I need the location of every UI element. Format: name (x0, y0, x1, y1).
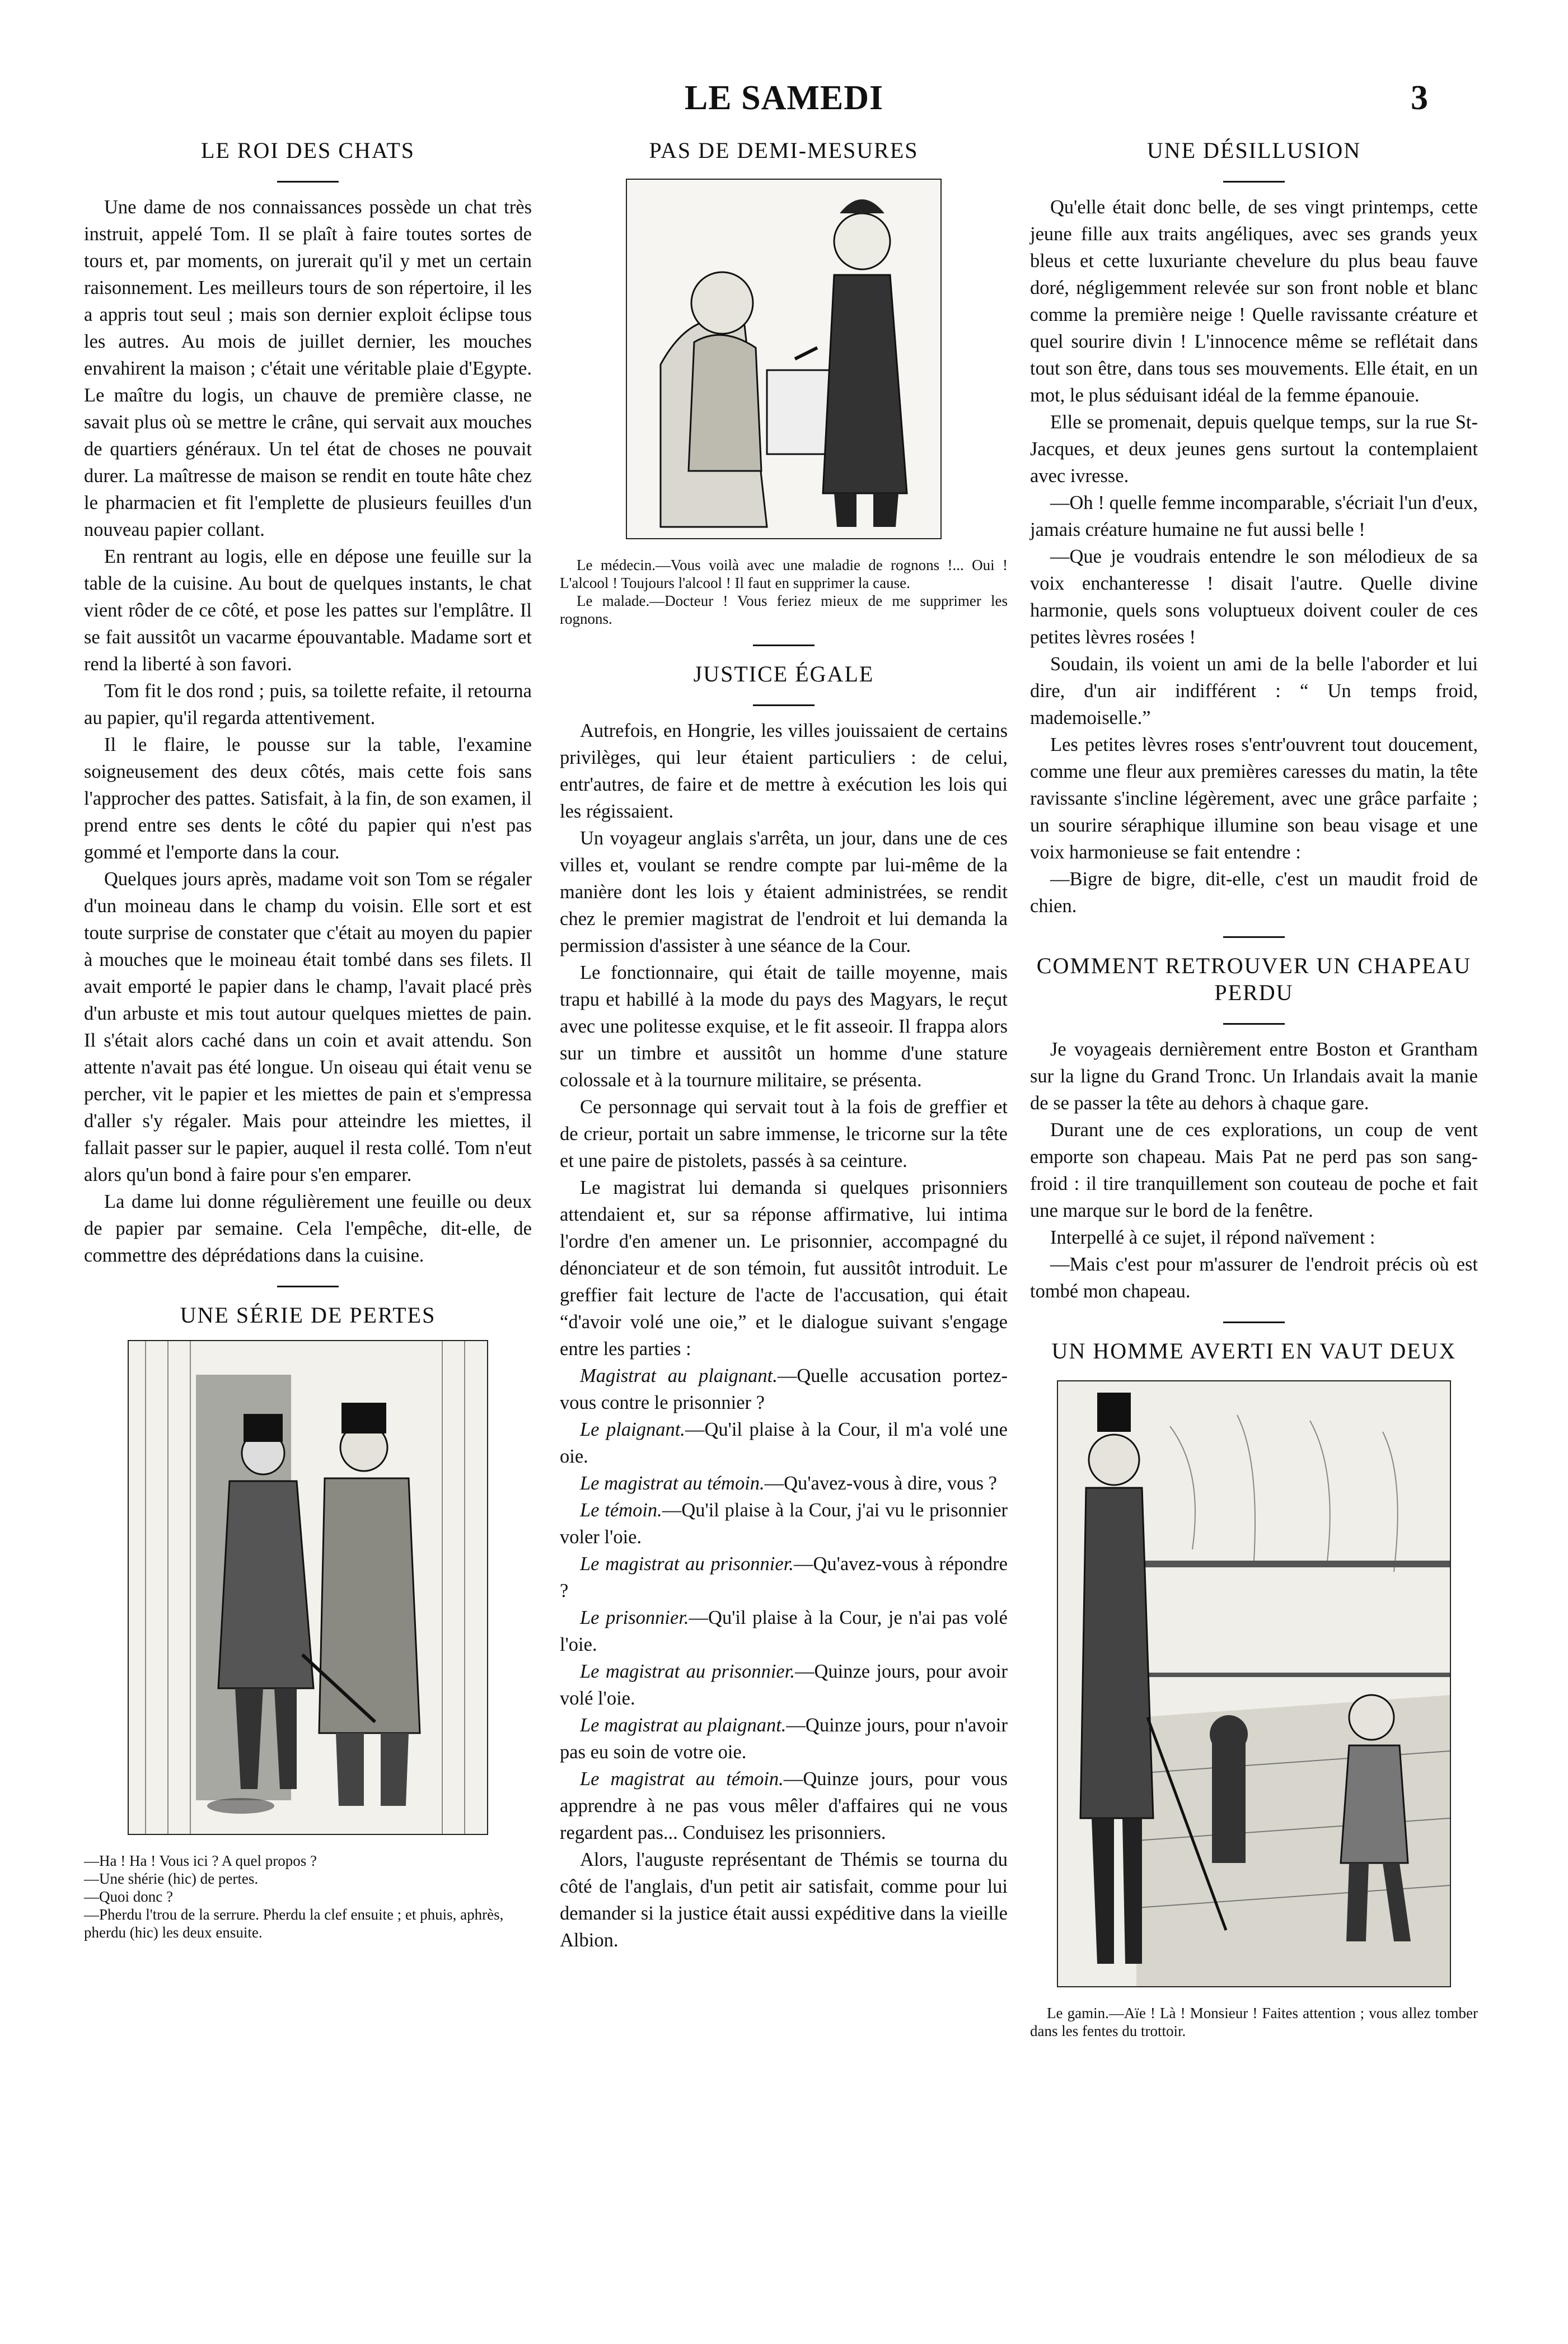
caption-line: —Ha ! Ha ! Vous ici ? A quel propos ? (84, 1852, 317, 1869)
article-title-roi-des-chats: LE ROI DES CHATS (200, 138, 415, 163)
paragraph: Durant une de ces explorations, un coup de vent emporte son chapeau. Mais Pat ne perd pas son sang-froid : il tire tranquillement son couteau de poche et fait une marque sur le bord de la fenêtre. (1030, 1119, 1478, 1221)
paragraph: Elle se promenait, depuis quelque temps, sur la rue St-Jacques, et deux jeunes gens surtout la contemplaient avec ivresse. (1030, 412, 1478, 487)
column-middle (560, 137, 1008, 1954)
paragraph: Je voyageais dernièrement entre Boston et Grantham sur la ligne du Grand Tronc. Un Irlandais avait la manie de se passer la tête au dehors à chaque gare. (1030, 1039, 1478, 1114)
dialog-line (560, 1551, 1008, 1604)
section-rule (277, 1286, 339, 1287)
paragraph: —Mais c'est pour m'assurer de l'endroit précis où est tombé mon chapeau. (1030, 1254, 1478, 1302)
article-body-chapeau-perdu (1030, 1036, 1478, 1305)
paragraph: Il le flaire, le pousse sur la table, l'examine soigneusement des deux côtés, mais cette fois sans l'approcher des pattes. Satisfait, à la fin, de son examen, il prend entre ses dents le côté du papier qui n'est pas gommé et l'emporte dans la cour. (84, 734, 532, 863)
title-rule (753, 704, 815, 706)
column-right (1030, 137, 1478, 2040)
dialog-speaker: Le plaignant. (580, 1419, 685, 1440)
paragraph: Une dame de nos connaissances possède un chat très instruit, appelé Tom. Il se plaît à faire toutes sortes de tours et, par moments, on jurerait qu'il y met un certain raisonnement. Les meilleurs tours de son répertoire, il les a appris tout seul ; mais son dernier exploit éclipse tous les autres. Au mois de juillet dernier, les mouches envahirent la maison ; c'était une véritable plaie d'Egypte. Le maître du logis, un chauve de première classe, ne savait plus où se mettre le crâne, qui servait aux mouches de quartiers généraux. Un tel état de choses ne pouvait durer. La maîtresse de maison se rendit en toute hâte chez le pharmacien et fit l'emplette de plusieurs feuilles d'un nouveau papier collant. (84, 197, 532, 540)
dialog-speaker: Le témoin. (580, 1500, 662, 1521)
dialog-speaker: Le magistrat au témoin. (580, 1768, 784, 1790)
column-left (84, 137, 532, 1941)
paragraph: Tom fit le dos rond ; puis, sa toilette refaite, il retourna au papier, qu'il regarda attentivement. (84, 680, 532, 729)
page-number: 3 (1411, 79, 1428, 117)
dialog-line (560, 1416, 1008, 1470)
dialog-text: —Quinze jours, pour avoir volé l'oie. (560, 1661, 1008, 1709)
paragraph: Ce personnage qui servait tout à la fois de greffier et de crieur, portait un sabre immense, le tricorne sur la tête et une paire de pistolets, passés à sa ceinture. (560, 1096, 1008, 1171)
paragraph: La dame lui donne régulièrement une feuille ou deux de papier par semaine. Cela l'empêche, dit-elle, de commettre des déprédations dans la cuisine. (84, 1191, 532, 1266)
paragraph: —Que je voudrais entendre le son mélodieux de sa voix enchanteresse ! disait l'autre. Quelle divine harmonie, quels sons voluptueux doivent couler de ces petites lèvres rosées ! (1030, 546, 1478, 648)
paragraph: Les petites lèvres roses s'entr'ouvrent tout doucement, comme une fleur aux premières caresses du matin, la tête ravissante s'incline légèrement, avec une grâce parfaite ; un sourire séraphique illumine son beau visage et une voix harmonieuse se fait entendre : (1030, 734, 1478, 863)
article-body-justice-egale (560, 717, 1008, 1954)
paragraph: Interpellé à ce sujet, il répond naïvement : (1050, 1227, 1375, 1248)
illustration-doctor-patient (626, 179, 942, 539)
caption-homme-averti (1030, 2004, 1478, 2040)
dialog-text: —Qu'il plaise à la Cour, il m'a volé une oie. (560, 1419, 1008, 1467)
paragraph: —Bigre de bigre, dit-elle, c'est un maudit froid de chien. (1030, 869, 1478, 917)
article-title-serie-de-pertes: UNE SÉRIE DE PERTES (180, 1302, 436, 1328)
dialog-text: —Quinze jours, pour n'avoir pas eu soin de votre oie. (560, 1715, 1008, 1763)
dialog-speaker: Le magistrat au prisonnier. (580, 1553, 794, 1575)
section-rule (1223, 1322, 1285, 1323)
dialog-text: —Quelle accusation portez-vous contre le prisonnier ? (560, 1365, 1008, 1413)
dialog-line (560, 1766, 1008, 1846)
dialog-speaker: Le prisonnier. (580, 1607, 689, 1628)
paragraph: Qu'elle était donc belle, de ses vingt printemps, cette jeune fille aux traits angéliques, avec ses grands yeux bleus et cette luxuriante chevelure du plus beau fauve doré, négligemment relevée sur son front noble et blanc comme la première neige ! Quelle ravissante créature et quel sourire divin ! L'innocence même se reflétait dans tout son être, dans tous ses mouvements. Elle était, en un mot, le plus séduisant idéal de la femme épanouie. (1030, 197, 1478, 406)
dialog-text: —Quinze jours, pour vous apprendre à ne pas vous mêler d'affaires qui ne vous regardent pas... Conduisez les prisonniers. (560, 1768, 1008, 1843)
paragraph: Le fonctionnaire, qui était de taille moyenne, mais trapu et habillé à la mode du pays des Magyars, le reçut avec une politesse exquise, et le fit asseoir. Il frappa alors sur un timbre et aussitôt un homme d'une stature colossale et à la tournure militaire, se présenta. (560, 962, 1008, 1091)
section-rule (753, 645, 815, 646)
dialog-text: —Qu'avez-vous à répondre ? (560, 1553, 1008, 1601)
caption-line: —Pherdu l'trou de la serrure. Pherdu la clef ensuite ; et phuis, aphrès, pherdu (hic) les deux ensuite. (84, 1906, 504, 1941)
masthead (0, 78, 1568, 129)
dialog-line (560, 1712, 1008, 1766)
caption-serie-de-pertes (84, 1852, 532, 1941)
caption-line: —Une shérie (hic) de pertes. (84, 1870, 259, 1887)
dialog-text: —Qu'il plaise à la Cour, je n'ai pas volé l'oie. (560, 1607, 1008, 1655)
dialog-line (560, 1362, 1008, 1416)
caption-demi-mesures (560, 556, 1008, 628)
caption-line: Le gamin.—Aïe ! Là ! Monsieur ! Faites attention ; vous allez tomber dans les fentes du trottoir. (1030, 2005, 1478, 2039)
article-title-pas-de-demi-mesures: PAS DE DEMI-MESURES (649, 138, 919, 163)
dialog-line (560, 1470, 1008, 1497)
paragraph: Alors, l'auguste représentant de Thémis se tourna du côté de l'anglais, d'un petit air satisfait, comme pour lui demander si la justice était aussi expéditive dans la vieille Albion. (560, 1849, 1008, 1951)
article-title-justice-egale: JUSTICE ÉGALE (693, 661, 874, 687)
article-title-une-desillusion: UNE DÉSILLUSION (1146, 138, 1361, 163)
title-rule (1223, 181, 1285, 183)
newspaper-title: LE SAMEDI (684, 79, 884, 117)
illustration-drunk-at-door (128, 1340, 488, 1835)
paragraph: En rentrant au logis, elle en dépose une feuille sur la table de la cuisine. Au bout de quelques instants, le chat vient rôder de ce côté, et pose les pattes sur l'emplâtre. Il se fait aussitôt un vacarme épouvantable. Madame sort et rend la liberté à son favori. (84, 546, 532, 675)
caption-line: Le médecin.—Vous voilà avec une maladie de rognons !... Oui ! L'alcool ! Toujours l'alcool ! Il faut en supprimer la cause. (560, 557, 1008, 591)
section-rule (1223, 936, 1285, 938)
article-title-chapeau-perdu: COMMENT RETROUVER UN CHAPEAU PERDU (1036, 953, 1472, 1005)
paragraph: Autrefois, en Hongrie, les villes jouissaient de certains privilèges, qui leur étaient particuliers : de celui, entr'autres, de faire et de mettre à exécution les lois qui les régissaient. (560, 720, 1008, 822)
article-body-une-desillusion (1030, 194, 1478, 919)
title-rule (1223, 1023, 1285, 1025)
dialog-text: —Qu'avez-vous à dire, vous ? (764, 1473, 997, 1494)
dialog-speaker: Le magistrat au prisonnier. (580, 1661, 795, 1682)
paragraph: Soudain, ils voient un ami de la belle l'aborder et lui dire, d'un air indifférent : “ Un temps froid, mademoiselle.” (1030, 653, 1478, 729)
caption-line: —Quoi donc ? (84, 1888, 173, 1905)
illustration-boy-and-gentleman (1057, 1380, 1451, 1987)
dialog-line (560, 1604, 1008, 1658)
dialog-line (560, 1497, 1008, 1551)
paragraph: —Oh ! quelle femme incomparable, s'écriait l'un d'eux, jamais créature humaine ne fut aussi belle ! (1030, 492, 1478, 540)
article-title-homme-averti: UN HOMME AVERTI EN VAUT DEUX (1051, 1338, 1457, 1364)
dialog-text: —Qu'il plaise à la Cour, j'ai vu le prisonnier voler l'oie. (560, 1500, 1008, 1548)
dialog-speaker: Magistrat au plaignant. (580, 1365, 778, 1386)
dialog-speaker: Le magistrat au témoin. (580, 1473, 765, 1494)
article-body-roi-des-chats (84, 194, 532, 1269)
title-rule (277, 181, 339, 183)
paragraph: Quelques jours après, madame voit son Tom se régaler d'un moineau dans le champ du voisin. Elle sort et est toute surprise de constater que c'était au moyen du papier à mouches que le moineau était tombé dans ses filets. Il avait emporté le papier dans le champ, l'avait placé près d'un arbuste et mis tout autour quelques miettes de pain. Il s'était alors caché dans un coin et avait attendu. Son attente n'avait pas été longue. Un oiseau qui était venu se percher, vit le papier et les miettes de pain et s'empressa d'aller s'y régaler. Mais pour atteindre les miettes, il fallait passer sur le papier, auquel il resta collé. Tom n'eut alors qu'un bond à faire pour s'en emparer. (84, 869, 532, 1185)
paragraph: Un voyageur anglais s'arrêta, un jour, dans une de ces villes et, voulant se rendre compte par lui-même de la manière dont les lois y étaient administrées, se rendit chez le premier magistrat de l'endroit et lui demanda la permission d'assister à une séance de la Cour. (560, 828, 1008, 956)
dialog-line (560, 1658, 1008, 1712)
paragraph: Le magistrat lui demanda si quelques prisonniers attendaient et, sur sa réponse affirmative, lui intima l'ordre d'en amener un. Le prisonnier, accompagné du dénonciateur et de son témoin, fut aussitôt introduit. Le greffier fait lecture de l'acte de l'accusation, qui était “d'avoir volé une oie,” et le dialogue suivant s'engage entre les parties : (560, 1177, 1008, 1360)
dialog-speaker: Le magistrat au plaignant. (580, 1715, 787, 1736)
caption-line: Le malade.—Docteur ! Vous feriez mieux de me supprimer les rognons. (560, 592, 1008, 627)
